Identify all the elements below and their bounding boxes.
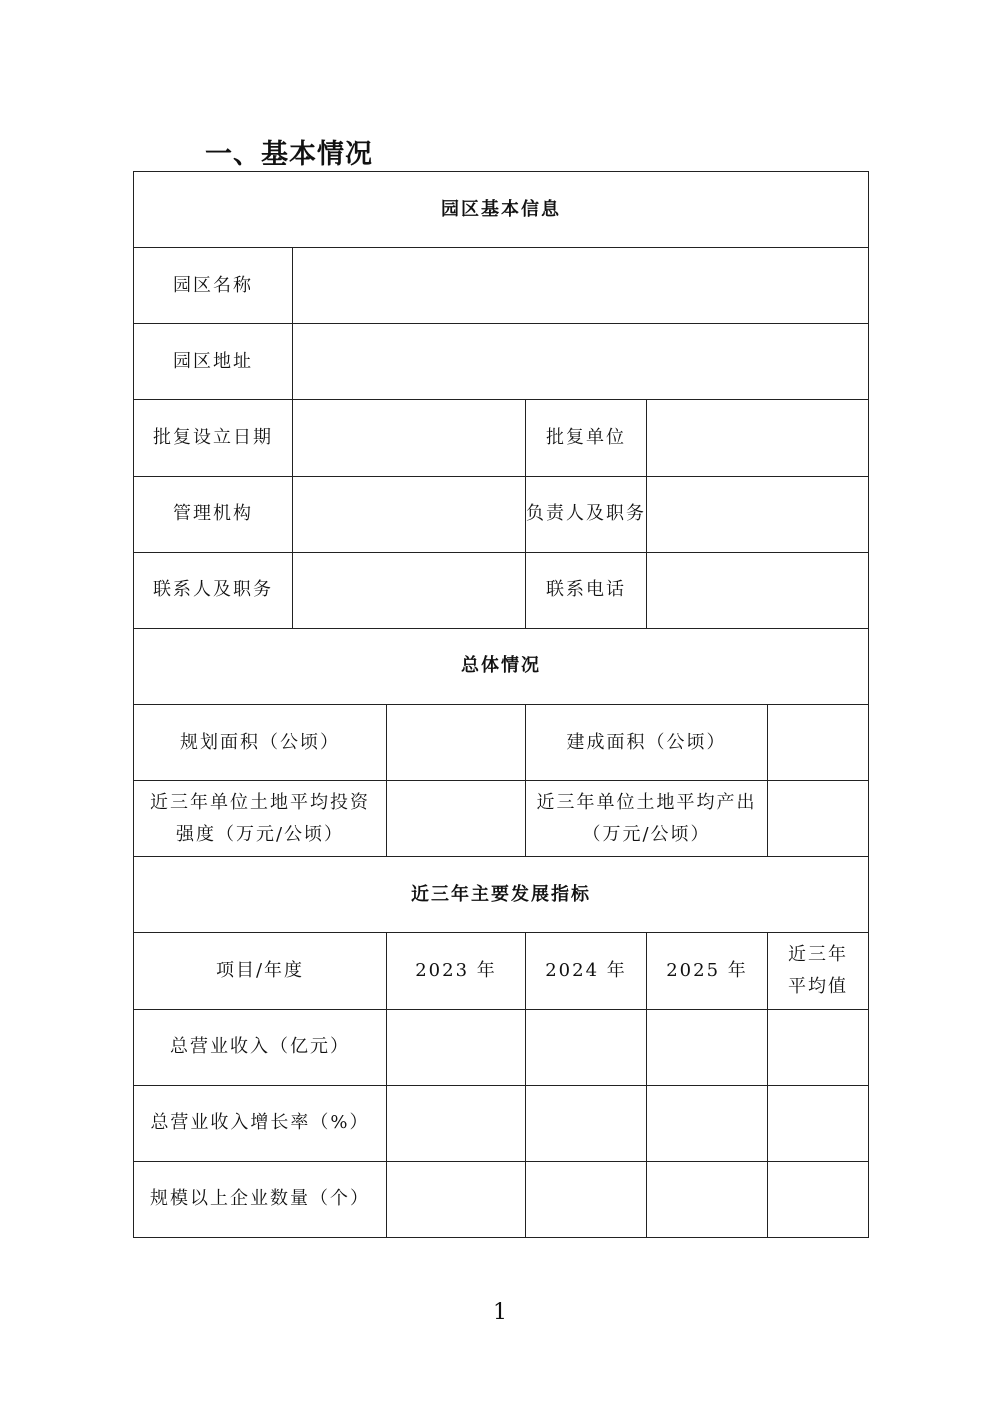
phone-label: 联系电话 xyxy=(526,552,647,628)
contact-label: 联系人及职务 xyxy=(134,552,293,628)
header-year-2023: 2023 年 xyxy=(387,933,526,1009)
enterprise-count-average-field[interactable] xyxy=(768,1161,869,1237)
output-label xyxy=(526,781,768,857)
investment-intensity-label-line2: 强度（万元/公顷） xyxy=(175,823,345,845)
output-label-line1: 近三年单位土地平均产出 xyxy=(536,791,757,813)
approval-unit-field[interactable] xyxy=(647,400,869,476)
investment-intensity-label xyxy=(134,781,387,857)
approval-unit-label: 批复单位 xyxy=(526,400,647,476)
revenue-growth-2023-field[interactable] xyxy=(387,1085,526,1161)
revenue-growth-average-field[interactable] xyxy=(768,1085,869,1161)
table-row xyxy=(134,248,869,324)
section-heading: 一、基本情况 xyxy=(205,139,373,170)
enterprise-count-2024-field[interactable] xyxy=(526,1161,647,1237)
enterprise-count-label: 规模以上企业数量（个） xyxy=(134,1161,387,1237)
page-number: 1 xyxy=(493,1300,507,1325)
revenue-2025-field[interactable] xyxy=(647,1009,768,1085)
park-address-field[interactable] xyxy=(293,324,869,400)
revenue-growth-2024-field[interactable] xyxy=(526,1085,647,1161)
table-row xyxy=(134,324,869,400)
table-row xyxy=(134,1161,869,1237)
leader-label: 负责人及职务 xyxy=(526,476,647,552)
table-row xyxy=(134,1085,869,1161)
approval-date-field[interactable] xyxy=(293,400,526,476)
leader-field[interactable] xyxy=(647,476,869,552)
header-year-2025: 2025 年 xyxy=(647,933,768,1009)
header-year-2024: 2024 年 xyxy=(526,933,647,1009)
output-label-line2: （万元/公顷） xyxy=(582,823,711,845)
approval-date-label: 批复设立日期 xyxy=(134,400,293,476)
planned-area-label: 规划面积（公顷） xyxy=(134,704,387,780)
table-row xyxy=(134,628,869,704)
header-average-line1: 近三年 xyxy=(788,943,849,965)
header-average xyxy=(768,933,869,1009)
header-item: 项目/年度 xyxy=(134,933,387,1009)
management-field[interactable] xyxy=(293,476,526,552)
overall-title: 总体情况 xyxy=(134,628,869,704)
basic-info-title: 园区基本信息 xyxy=(134,172,869,248)
revenue-label: 总营业收入（亿元） xyxy=(134,1009,387,1085)
planned-area-field[interactable] xyxy=(387,704,526,780)
management-label: 管理机构 xyxy=(134,476,293,552)
table-row xyxy=(134,857,869,933)
investment-intensity-label-line1: 近三年单位土地平均投资 xyxy=(150,791,370,813)
table-row xyxy=(134,476,869,552)
phone-field[interactable] xyxy=(647,552,869,628)
revenue-2024-field[interactable] xyxy=(526,1009,647,1085)
park-name-field[interactable] xyxy=(293,248,869,324)
revenue-growth-2025-field[interactable] xyxy=(647,1085,768,1161)
table-row xyxy=(134,400,869,476)
table-row xyxy=(134,781,869,857)
table-row xyxy=(134,933,869,1009)
park-name-label: 园区名称 xyxy=(134,248,293,324)
output-field[interactable] xyxy=(768,781,869,857)
enterprise-count-2025-field[interactable] xyxy=(647,1161,768,1237)
revenue-average-field[interactable] xyxy=(768,1009,869,1085)
table-row xyxy=(134,172,869,248)
investment-intensity-field[interactable] xyxy=(387,781,526,857)
park-info-table xyxy=(133,171,869,1238)
table-row xyxy=(134,704,869,780)
built-area-field[interactable] xyxy=(768,704,869,780)
table-row xyxy=(134,552,869,628)
built-area-label: 建成面积（公顷） xyxy=(526,704,768,780)
park-address-label: 园区地址 xyxy=(134,324,293,400)
enterprise-count-2023-field[interactable] xyxy=(387,1161,526,1237)
revenue-growth-label: 总营业收入增长率（%） xyxy=(134,1085,387,1161)
header-average-line2: 平均值 xyxy=(788,975,849,997)
contact-field[interactable] xyxy=(293,552,526,628)
revenue-2023-field[interactable] xyxy=(387,1009,526,1085)
indicators-title: 近三年主要发展指标 xyxy=(134,857,869,933)
park-info-form xyxy=(133,171,868,1238)
table-row xyxy=(134,1009,869,1085)
